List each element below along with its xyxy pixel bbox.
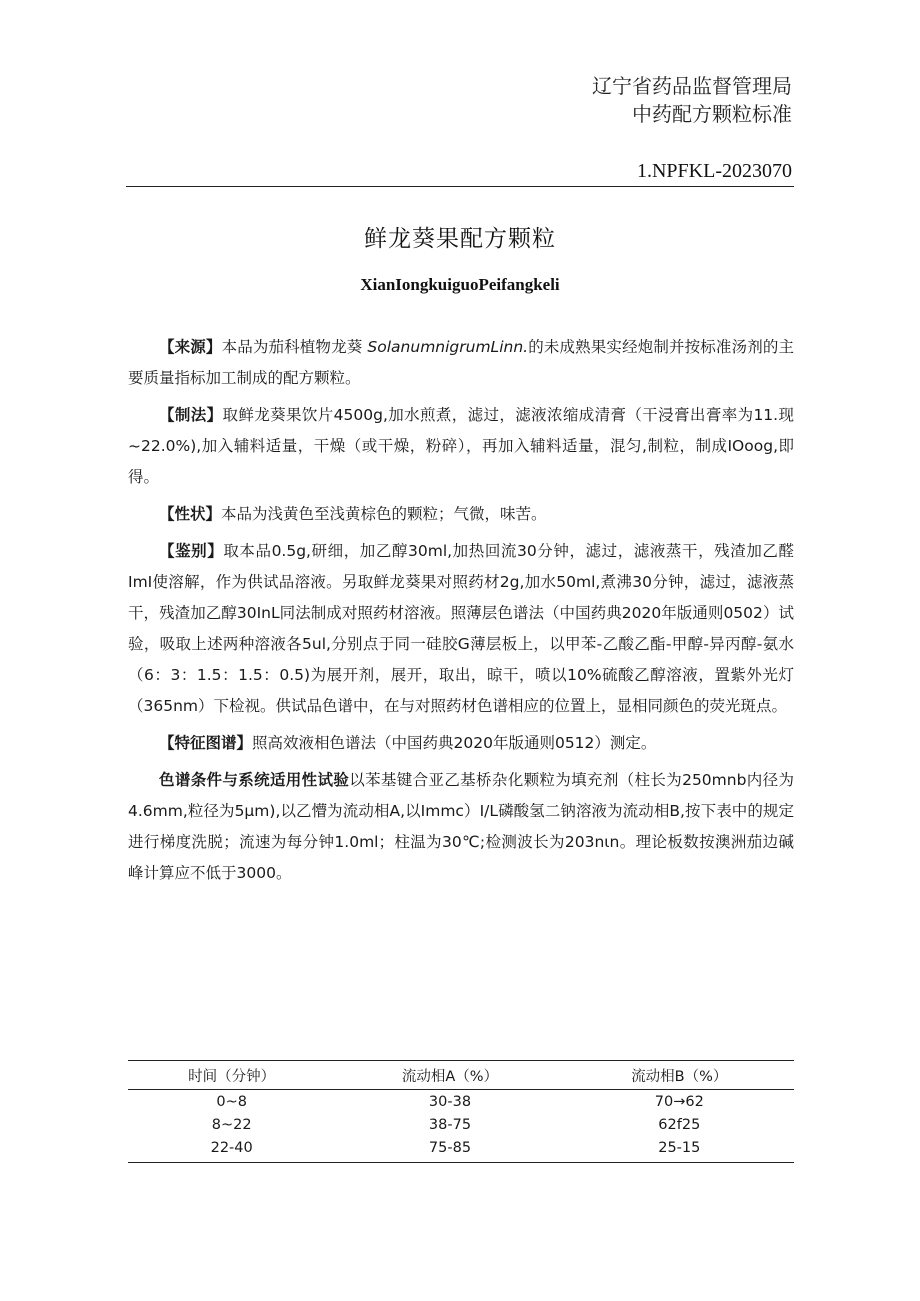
- gradient-table-container: [128, 1060, 794, 1163]
- document-body: [128, 332, 794, 895]
- table-cell: 0~8: [216, 1094, 247, 1110]
- section-method: [128, 400, 794, 493]
- section-label: 【制法】: [159, 406, 223, 424]
- table-cell: 38-75: [428, 1117, 472, 1133]
- gradient-table: [128, 1060, 794, 1163]
- section-text: 照高效液相色谱法（中国药典2020年版通则0512）测定。: [252, 734, 657, 752]
- section-label: 【特征图谱】: [159, 734, 253, 752]
- page-subtitle: XianIongkuiguoPeifangkeli: [360, 275, 560, 294]
- header-block: [592, 72, 792, 128]
- section-label: 【性状】: [159, 505, 222, 523]
- header-divider: [126, 186, 794, 187]
- header-agency: 辽宁省药品监督管理局: [592, 74, 792, 98]
- header-standard: 中药配方颗粒标准: [632, 102, 792, 126]
- section-label: 【鉴别】: [159, 542, 224, 560]
- section-text: 的未成熟果实经炮制并按标准汤剂的主要质量指标加工制成的配方颗粒。: [128, 338, 794, 387]
- section-label: 【来源】: [159, 338, 222, 356]
- table-row: [128, 1090, 794, 1114]
- section-character: [128, 499, 794, 530]
- table-row: [128, 1136, 794, 1163]
- latin-name: SolanumnigrumLinn.: [367, 338, 529, 356]
- section-text: 取本品0.5g,研细，加乙醇30ml,加热回流30分钟，滤过，滤液蒸干，残渣加乙醛ImI使溶解，作为供试品溶液。另取鲜龙葵果对照药材2g,加水50ml,煮沸30分钟，滤过，滤液蒸干，残渣加乙醇30InL同法制成对照药材溶液。照薄层色谱法（中国药典2020年版通则0502）试验，吸取上述两种溶液各5ul,分别点于同一硅胶G薄层板上，以甲苯-乙酸乙酯-甲醇-异丙醇-氨水（6：3：1.5：1.5：0.5)为展开剂，展开，取出，晾干，喷以10%硫酸乙醇溶液，置紫外光灯（365nm）下检视。供试品色谱中，在与对照药材色谱相应的位置上，显相同颜色的荧光斑点。: [128, 542, 794, 715]
- table-row: [128, 1113, 794, 1136]
- document-number: 1.NPFKL-2023070: [636, 160, 792, 182]
- column-header-time: 时间（分钟）: [128, 1061, 335, 1090]
- section-text: 本品为浅黄色至浅黄棕色的颗粒；气微，味苦。: [221, 505, 547, 523]
- section-text: 取鲜龙葵果饮片4500g,加水煎煮，滤过，滤液浓缩成清膏（干浸膏出膏率为11.现~22.0%),加入辅料适量，干燥（或干燥，粉碎），再加入辅料适量，混匀,制粒，制成IOoog,即得。: [128, 406, 794, 486]
- table-cell: 30-38: [428, 1094, 472, 1110]
- table-cell: 25-15: [565, 1136, 794, 1163]
- section-chromatography: [128, 765, 794, 889]
- section-source: [128, 332, 794, 394]
- column-header-phase-b: 流动相B（%）: [565, 1061, 794, 1090]
- table-cell: 75-85: [335, 1136, 564, 1163]
- table-cell: 8~22: [211, 1117, 252, 1133]
- table-cell: 22-40: [128, 1136, 335, 1163]
- table-cell: 70→62: [654, 1094, 704, 1110]
- section-text: 本品为茄科植物龙葵: [221, 338, 368, 356]
- table-header-row: [128, 1061, 794, 1090]
- page-title: 鲜龙葵果配方颗粒: [364, 226, 556, 252]
- section-text: 以苯基键合亚乙基桥杂化颗粒为填充剂（柱长为250mnb内径为4.6mm,粒径为5μm),以乙懵为流动相A,以Immc）I/L磷酸氢二钠溶液为流动相B,按下表中的规定进行梯度洗脱；流速为每分钟1.0ml；柱温为30℃;检测波长为203nιn。理论板数按澳洲茄边碱峰计算应不低于3000。: [128, 771, 794, 882]
- section-fingerprint: [128, 728, 794, 759]
- column-header-phase-a: 流动相A（%）: [335, 1061, 564, 1090]
- section-identification: [128, 536, 794, 722]
- section-label: 色谱条件与系统适用性试验: [159, 771, 350, 789]
- table-cell: 62f25: [658, 1117, 701, 1133]
